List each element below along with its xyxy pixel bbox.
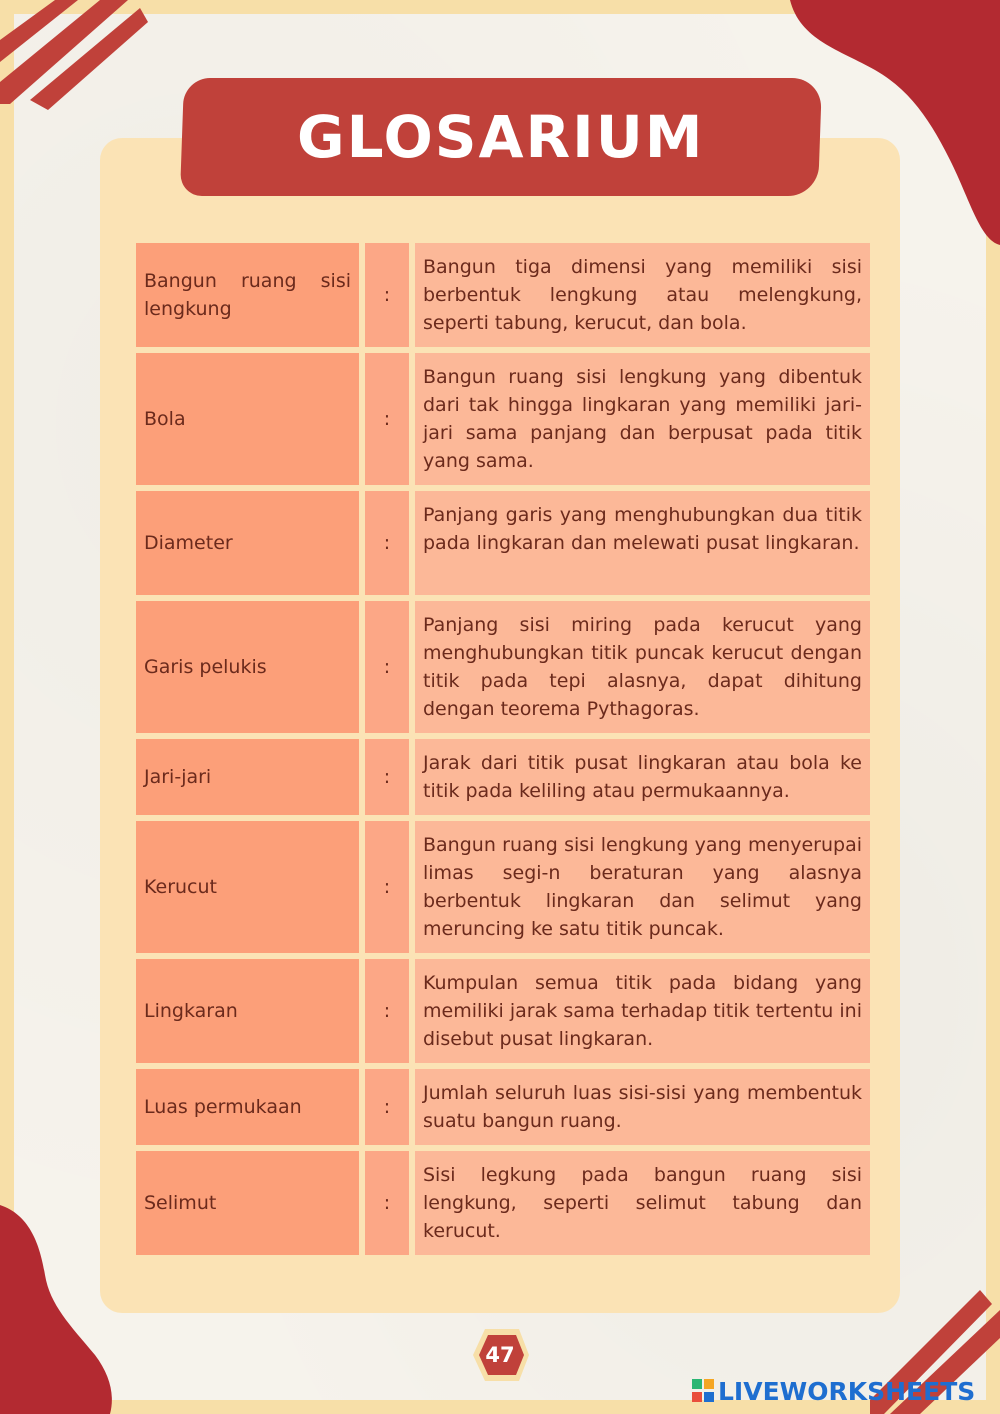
glossary-definition: Panjang sisi miring pada kerucut yang menghubungkan titik puncak kerucut dengan titik pada tepi alasnya, dapat dihitung dengan teorema Pythagoras. — [415, 601, 870, 733]
glossary-row — [136, 353, 870, 485]
glossary-separator: : — [365, 1069, 409, 1145]
glossary-term: Bangun ruang sisi lengkung — [136, 243, 359, 347]
glossary-term: Kerucut — [136, 821, 359, 953]
glossary-definition: Jumlah seluruh luas sisi-sisi yang membentuk suatu bangun ruang. — [415, 1069, 870, 1145]
glossary-row — [136, 1151, 870, 1255]
brand-name: LIVEWORKSHEETS — [718, 1376, 976, 1406]
glossary-separator: : — [365, 601, 409, 733]
glossary-separator: : — [365, 959, 409, 1063]
page-number: 47 — [485, 1343, 515, 1367]
glossary-separator: : — [365, 243, 409, 347]
glossary-row — [136, 491, 870, 595]
glossary-definition: Kumpulan semua titik pada bidang yang memiliki jarak sama terhadap titik tertentu ini disebut pusat lingkaran. — [415, 959, 870, 1063]
glossary-term: Jari-jari — [136, 739, 359, 815]
glossary-definition: Bangun tiga dimensi yang memiliki sisi berbentuk lengkung atau melengkung, seperti tabung, kerucut, dan bola. — [415, 243, 870, 347]
glossary-term: Lingkaran — [136, 959, 359, 1063]
decor-top-left-strokes — [0, 0, 150, 110]
brand-watermark — [692, 1374, 975, 1408]
glossary-table — [136, 243, 870, 1261]
glossary-definition: Sisi legkung pada bangun ruang sisi lengkung, seperti selimut tabung dan kerucut. — [415, 1151, 870, 1255]
glossary-term: Luas permukaan — [136, 1069, 359, 1145]
glossary-separator: : — [365, 1151, 409, 1255]
glossary-separator: : — [365, 739, 409, 815]
glossary-definition: Bangun ruang sisi lengkung yang menyerupai limas segi-n beraturan yang alasnya berbentuk lingkaran dan selimut yang meruncing ke satu titik puncak. — [415, 821, 870, 953]
title-banner — [180, 78, 822, 196]
page-title: GLOSARIUM — [297, 103, 705, 171]
glossary-definition: Panjang garis yang menghubungkan dua titik pada lingkaran dan melewati pusat lingkaran. — [415, 491, 870, 595]
liveworksheets-logo-icon — [692, 1379, 714, 1403]
glossary-row — [136, 959, 870, 1063]
glossary-row — [136, 821, 870, 953]
glossary-definition: Jarak dari titik pusat lingkaran atau bola ke titik pada keliling atau permukaannya. — [415, 739, 870, 815]
glossary-term: Selimut — [136, 1151, 359, 1255]
glossary-term: Diameter — [136, 491, 359, 595]
glossary-definition: Bangun ruang sisi lengkung yang dibentuk dari tak hingga lingkaran yang memiliki jari-jari sama panjang dan berpusat pada titik yang sama. — [415, 353, 870, 485]
glossary-row — [136, 739, 870, 815]
glossary-term: Garis pelukis — [136, 601, 359, 733]
glossary-row — [136, 601, 870, 733]
glossary-separator: : — [365, 821, 409, 953]
glossary-separator: : — [365, 491, 409, 595]
glossary-row — [136, 243, 870, 347]
glossary-row — [136, 1069, 870, 1145]
glossary-separator: : — [365, 353, 409, 485]
glossary-term: Bola — [136, 353, 359, 485]
